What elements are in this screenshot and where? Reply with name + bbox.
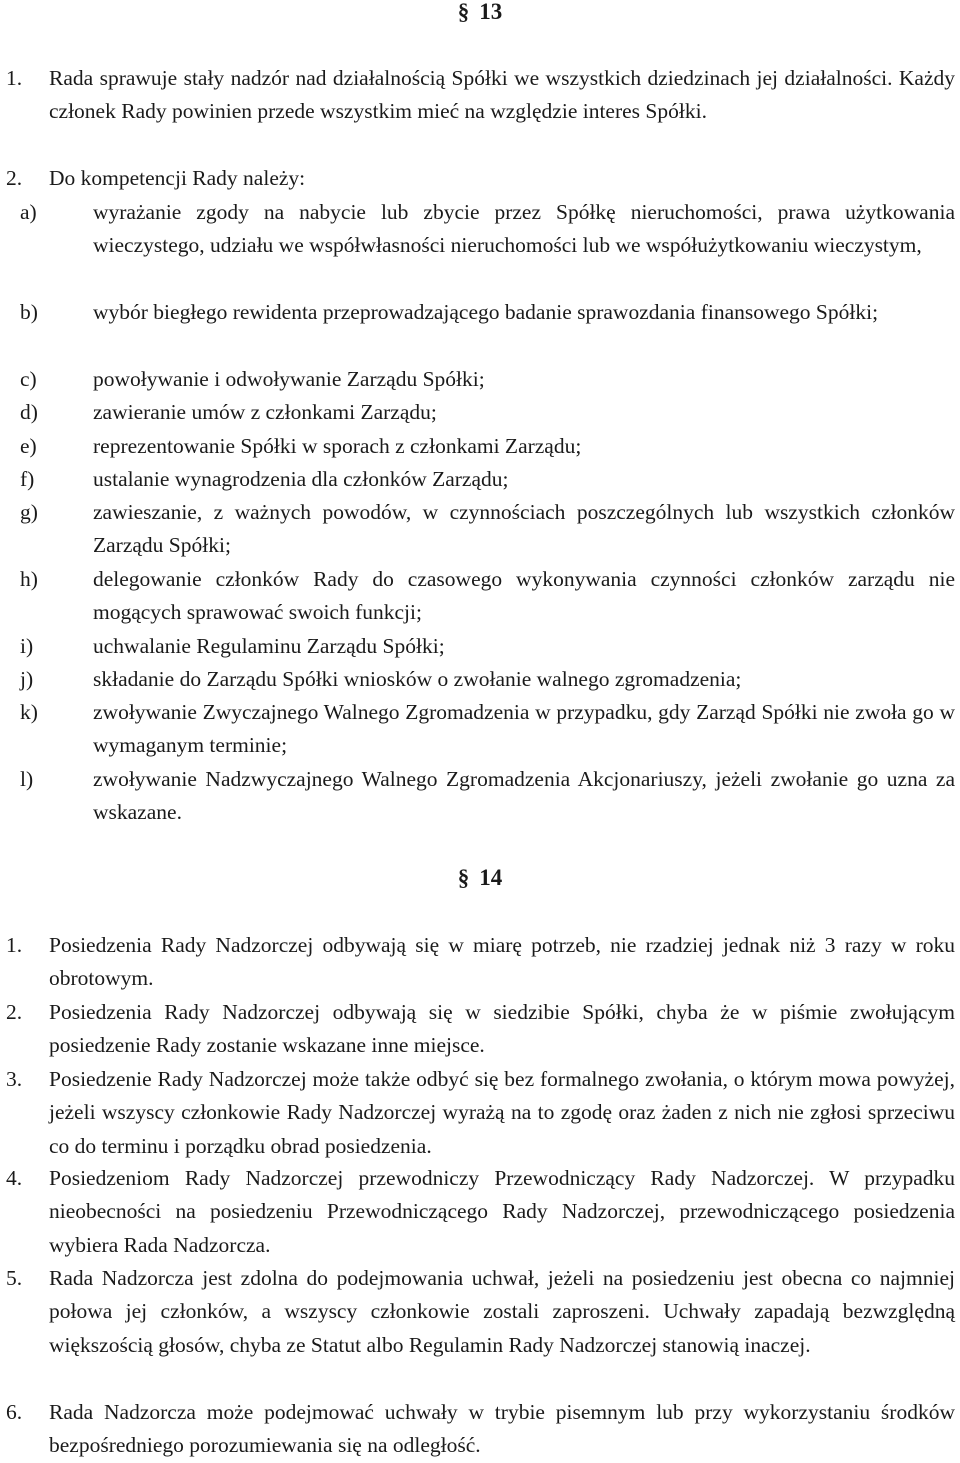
list-item-text: zwoływanie Zwyczajnego Walnego Zgromadzenia w przypadku, gdy Zarząd Spółki nie zwoła go w wymaganym terminie; <box>93 700 955 758</box>
list-item-text: wybór biegłego rewidenta przeprowadzającego badanie sprawozdania finansowego Spółki; <box>93 300 879 324</box>
paragraph-text: Rada sprawuje stały nadzór nad działalnością Spółki we wszystkich dziedzinach jej działalności. Każdy członek Rady powinien przede wszystkim mieć na względzie interes Spółki. <box>49 66 955 124</box>
paragraph-text: Posiedzeniom Rady Nadzorczej przewodniczy Przewodniczący Rady Nadzorczej. W przypadku nieobecności na posiedzeniu Przewodniczącego Rady Nadzorczej, przewodniczącego posiedzenia wybiera Rada Nadzorcza. <box>49 1166 955 1257</box>
paragraph-text: Posiedzenia Rady Nadzorczej odbywają się w miarę potrzeb, nie rzadziej jednak niż 3 razy w roku obrotowym. <box>49 933 955 991</box>
list-item-text: delegowanie członków Rady do czasowego wykonywania czynności członków zarządu nie mogących sprawować swoich funkcji; <box>93 567 955 625</box>
list-item-text: składanie do Zarządu Spółki wniosków o zwołanie walnego zgromadzenia; <box>93 667 742 691</box>
section-sign: § <box>457 0 470 24</box>
paragraph-number: 3. <box>6 1067 23 1091</box>
paragraph-text: Rada Nadzorcza może podejmować uchwały w trybie pisemnym lub przy wykorzystaniu środków bezpośredniego porozumiewania się na odległość. <box>49 1400 955 1458</box>
list-item-text: zwoływanie Nadzwyczajnego Walnego Zgromadzenia Akcjonariuszy, jeżeli zwołanie go uzna za wskazane. <box>93 767 955 825</box>
list-item-text: powoływanie i odwoływanie Zarządu Spółki; <box>93 367 485 391</box>
list-item-label: l) <box>20 767 34 791</box>
list-item-label: c) <box>20 367 37 391</box>
list-item-label: d) <box>20 400 38 424</box>
list-item-label: f) <box>20 467 35 491</box>
paragraph-number: 1. <box>6 66 23 90</box>
list-item-label: j) <box>20 667 34 691</box>
list-item-text: zawieszanie, z ważnych powodów, w czynnościach poszczególnych lub wszystkich członków Zarządu Spółki; <box>93 500 955 558</box>
list-item-label: k) <box>20 700 38 724</box>
paragraph-text: Rada Nadzorcza jest zdolna do podejmowania uchwał, jeżeli na posiedzeniu jest obecna co najmniej połowa jej członków, a wszyscy członkowie zostali zaproszeni. Uchwały zapadają bezwzględną większością głosów, chyba ze Statut albo Regulamin Rady Nadzorczej stanowią inaczej. <box>49 1266 955 1357</box>
list-item-label: i) <box>20 634 34 658</box>
paragraph-text: Posiedzenia Rady Nadzorczej odbywają się w siedzibie Spółki, chyba że w piśmie zwołującym posiedzenie Rady zostanie wskazane inne miejsce. <box>49 1000 955 1058</box>
list-item-text: uchwalanie Regulaminu Zarządu Spółki; <box>93 634 445 658</box>
section-number: 13 <box>479 0 503 24</box>
list-item-text: wyrażanie zgody na nabycie lub zbycie przez Spółkę nieruchomości, prawa użytkowania wieczystego, udziału we współwłasności nieruchomości lub we współużytkowaniu wieczystym, <box>93 200 955 258</box>
paragraph-number: 5. <box>6 1266 23 1290</box>
list-item-text: ustalanie wynagrodzenia dla członków Zarządu; <box>93 467 509 491</box>
section-14-heading <box>0 864 960 892</box>
paragraph-number: 1. <box>6 933 23 957</box>
section-sign: § <box>457 865 470 890</box>
paragraph-number: 2. <box>6 1000 23 1024</box>
list-item-label: g) <box>20 500 38 524</box>
list-item-label: e) <box>20 434 37 458</box>
list-item-label: h) <box>20 567 38 591</box>
paragraph-number: 4. <box>6 1166 23 1190</box>
paragraph-text: Do kompetencji Rady należy: <box>49 166 306 190</box>
list-item-label: b) <box>20 300 38 324</box>
paragraph-number: 2. <box>6 166 23 190</box>
paragraph-number: 6. <box>6 1400 23 1424</box>
list-item-text: reprezentowanie Spółki w sporach z członkami Zarządu; <box>93 434 582 458</box>
section-number: 14 <box>479 865 503 890</box>
list-item-text: zawieranie umów z członkami Zarządu; <box>93 400 437 424</box>
paragraph-text: Posiedzenie Rady Nadzorczej może także odbyć się bez formalnego zwołania, o którym mowa powyżej, jeżeli wszyscy członkowie Rady Nadzorczej wyrażą na to zgodę oraz żaden z nich nie zgłosi sprzeciwu co do terminu i porządku obrad posiedzenia. <box>49 1067 955 1158</box>
section-13-heading <box>0 0 960 26</box>
list-item-label: a) <box>20 200 37 224</box>
